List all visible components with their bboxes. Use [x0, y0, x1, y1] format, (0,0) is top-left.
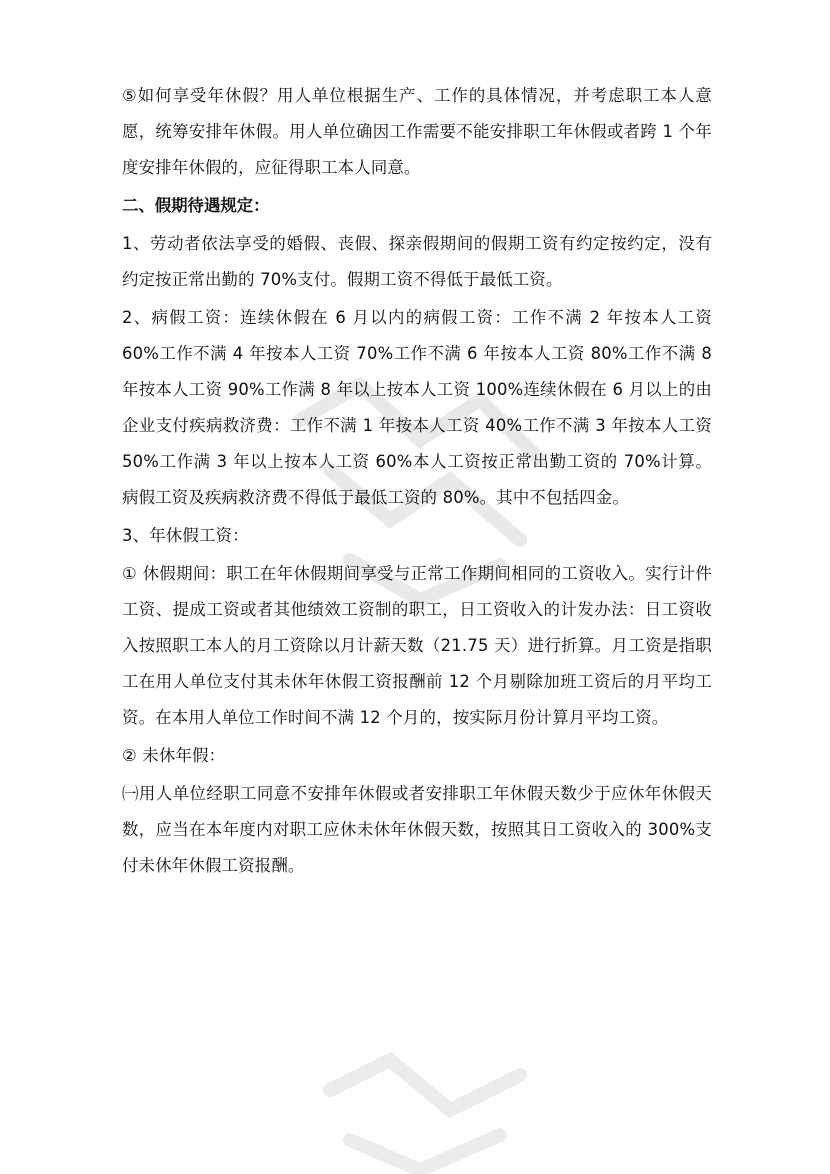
paragraph-unused-leave-title: ② 未休年假：	[122, 746, 226, 765]
paragraph-marriage-funeral-leave-pay: 1、劳动者依法享受的婚假、丧假、探亲假期间的假期工资有约定按约定，没有约定按正常出勤的 70%支付。假期工资不得低于最低工资。	[122, 234, 712, 289]
paragraph-annual-leave-arrangement: ⑤如何享受年休假？用人单位根据生产、工作的具体情况，并考虑职工本人意愿，统筹安排年休假。用人单位确因工作需要不能安排职工年休假或者跨 1 个年度安排年休假的，应征得职工本人同意。	[122, 86, 712, 177]
section-heading-leave-benefits: 二、假期待遇规定：	[122, 196, 270, 215]
paragraph-sick-leave-pay: 2、病假工资：连续休假在 6 月以内的病假工资：工作不满 2 年按本人工资 60%工作不满 4 年按本人工资 70%工作不满 6 年按本人工资 80%工作不满 8 年按本人工资 90%工作满 8 年以上按本人工资 100%连续休假在 6 月以上的由企业支付疾病救济费：工作不满 1 年按本人工资 40%工作不满 3 年按本人工资 50%工作满 3 年以上按本人工资 60%本人工资按正常出勤工资的 70%计算。病假工资及疾病救济费不得低于最低工资的 80%。其中不包括四金。	[122, 308, 712, 507]
document-body	[122, 78, 712, 884]
watermark-mark-bottom	[330, 1060, 520, 1170]
paragraph-annual-leave-pay-title: 3、年休假工资：	[122, 526, 249, 545]
paragraph-leave-period-pay: ① 休假期间：职工在年休假期间享受与正常工作期间相同的工资收入。实行计件工资、提成工资或者其他绩效工资制的职工，日工资收入的计发办法：日工资收入按照职工本人的月工资除以月计薪天数（21.75 天）进行折算。月工资是指职工在用人单位支付其未休年休假工资报酬前 12 个月剔除加班工资后的月平均工资。在本用人单位工作时间不满 12 个月的，按实际月份计算月平均工资。	[122, 564, 712, 727]
paragraph-unused-leave-compensation: ㈠用人单位经职工同意不安排年休假或者安排职工年休假天数少于应休年休假天数，应当在本年度内对职工应休未休年休假天数，按照其日工资收入的 300%支付未休年休假工资报酬。	[122, 784, 712, 875]
